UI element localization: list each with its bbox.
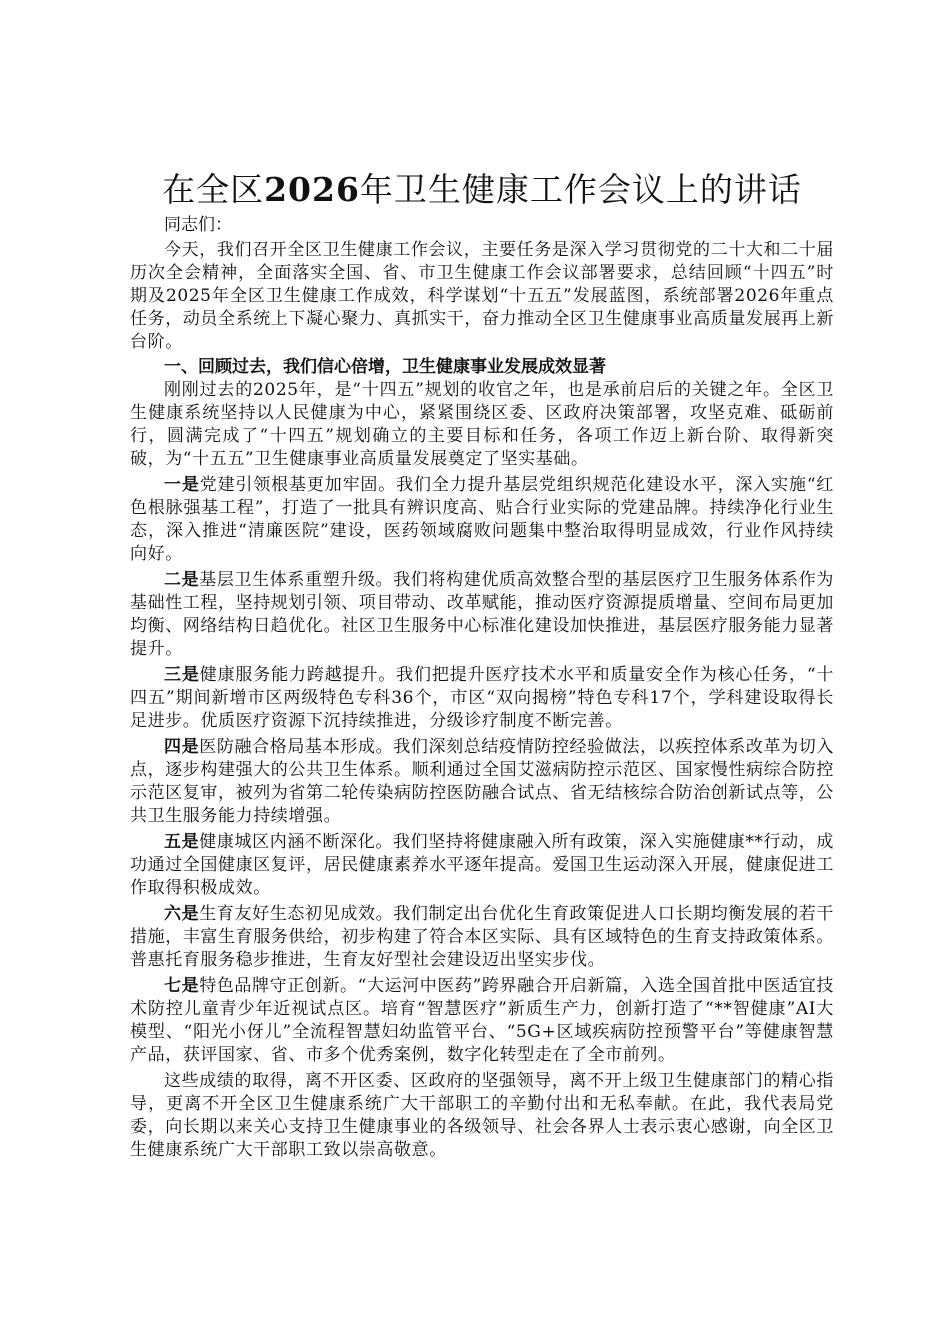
item-paragraph-3 <box>130 664 834 733</box>
section-intro-paragraph: 刚刚过去的2025年，是“十四五”规划的收官之年，也是承前启后的关键之年。全区卫生健康系统坚持以人民健康为中心，紧紧围绕区委、区政府决策部署，攻坚克难、砥砺前行，圆满完成了“十四五”规划确立的主要目标和任务，各项工作迈上新台阶、取得新突破，为“十五五”卫生健康事业高质量发展奠定了坚实基础。 <box>130 380 834 469</box>
item-lead: 一是 <box>164 475 200 495</box>
item-lead: 六是 <box>164 904 200 924</box>
item-paragraph-7 <box>130 975 834 1067</box>
item-text: 基层卫生体系重塑升级。我们将构建优质高效整合型的基层医疗卫生服务体系作为基础性工程，坚持规划引领、项目带动、改革赋能，推动医疗资源提质增量、空间布局更加均衡、网络结构日趋优化。社区卫生服务中心标准化建设加快推进，基层医疗服务能力显著提升。 <box>130 570 834 659</box>
item-paragraph-1 <box>130 474 834 566</box>
item-lead: 七是 <box>164 976 200 996</box>
greeting: 同志们： <box>164 215 232 235</box>
item-lead: 五是 <box>164 832 200 852</box>
item-paragraph-5 <box>130 831 834 900</box>
item-text: 党建引领根基更加牢固。我们全力提升基层党组织规范化建设水平，深入实施“红色根脉强基工程”，打造了一批具有辨识度高、贴合行业实际的党建品牌。持续净化行业生态，深入推进“清廉医院”建设，医药领域腐败问题集中整治取得明显成效，行业作风持续向好。 <box>130 475 834 564</box>
item-paragraph-6 <box>130 903 834 972</box>
section-heading: 一、回顾过去，我们信心倍增，卫生健康事业发展成效显著 <box>164 357 606 377</box>
item-text: 医防融合格局基本形成。我们深刻总结疫情防控经验做法，以疾控体系改革为切入点，逐步构建强大的公共卫生体系。顺利通过全国艾滋病防控示范区、国家慢性病综合防控示范区复审，被列为省第二轮传染病防控医防融合试点、省无结核综合防治创新试点等，公共卫生服务能力持续增强。 <box>130 737 834 826</box>
title-prefix: 在全区 <box>162 170 265 209</box>
title-year: 2026 <box>264 170 360 209</box>
item-lead: 四是 <box>164 737 200 757</box>
item-paragraph-2 <box>130 569 834 661</box>
closing-paragraph: 这些成绩的取得，离不开区委、区政府的坚强领导，离不开上级卫生健康部门的精心指导，更离不开全区卫生健康系统广大干部职工的辛勤付出和无私奉献。在此，我代表局党委，向长期以来关心支持卫生健康事业的各级领导、社会各界人士表示衷心感谢，向全区卫生健康系统广大干部职工致以崇高敬意。 <box>130 1071 834 1160</box>
item-text: 健康服务能力跨越提升。我们把提升医疗技术水平和质量安全作为核心任务，“十四五”期间新增市区两级特色专科36个，市区“双向揭榜”特色专科17个，学科建设取得长足进步。优质医疗资源下沉持续推进，分级诊疗制度不断完善。 <box>130 665 834 731</box>
item-text: 特色品牌守正创新。“大运河中医药”跨界融合开启新篇，入选全国首批中医适宜技术防控儿童青少年近视试点区。培育“智慧医疗”新质生产力，创新打造了“**智健康”AI大模型、“阳光小伢儿”全流程智慧妇幼监管平台、“5G+区域疾病防控预警平台”等健康智慧产品，获评国家、省、市多个优秀案例，数字化转型走在了全市前列。 <box>130 976 834 1065</box>
document-page <box>130 168 834 1162</box>
title-suffix: 年卫生健康工作会议上的讲话 <box>359 170 802 209</box>
item-text: 健康城区内涵不断深化。我们坚持将健康融入所有政策，深入实施健康**行动，成功通过全国健康区复评，居民健康素养水平逐年提高。爱国卫生运动深入开展，健康促进工作取得积极成效。 <box>130 832 834 898</box>
item-text: 生育友好生态初见成效。我们制定出台优化生育政策促进人口长期均衡发展的若干措施，丰富生育服务供给，初步构建了符合本区实际、具有区域特色的生育支持政策体系。普惠托育服务稳步推进，生育友好型社会建设迈出坚实步伐。 <box>130 904 834 970</box>
intro-paragraph: 今天，我们召开全区卫生健康工作会议，主要任务是深入学习贯彻党的二十大和二十届历次全会精神，全面落实全国、省、市卫生健康工作会议部署要求，总结回顾“十四五”时期及2025年全区卫生健康工作成效，科学谋划“十五五”发展蓝图，系统部署2026年重点任务，动员全系统上下凝心聚力、真抓实干，奋力推动全区卫生健康事业高质量发展再上新台阶。 <box>130 240 834 352</box>
item-lead: 三是 <box>164 665 200 685</box>
page-title <box>130 168 834 212</box>
item-lead: 二是 <box>164 570 200 590</box>
item-paragraph-4 <box>130 736 834 828</box>
